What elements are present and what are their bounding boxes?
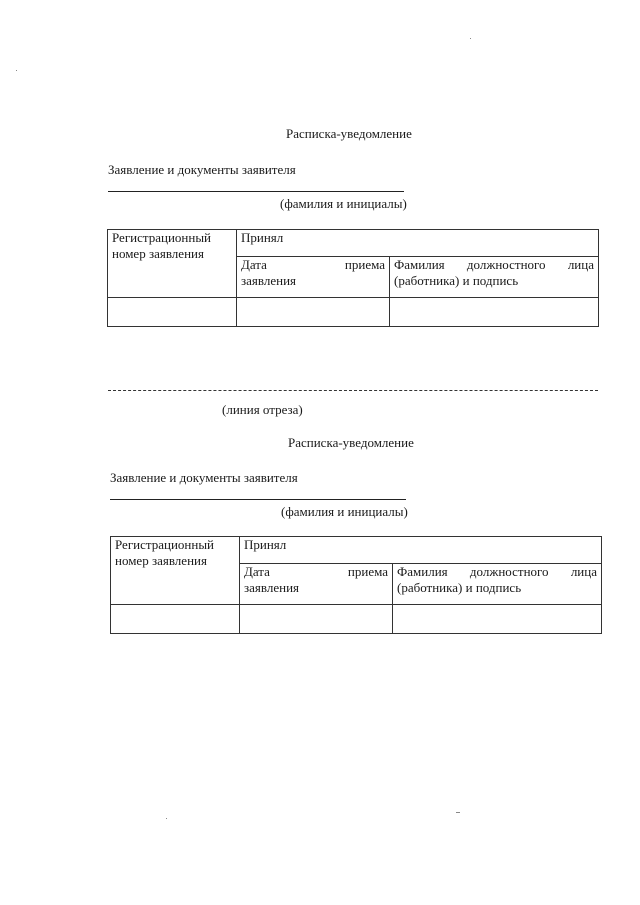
reg-number-header: Регистрационный номер заявления bbox=[108, 230, 237, 298]
scan-speck bbox=[16, 70, 17, 71]
cut-line bbox=[108, 390, 598, 391]
receipt-1-fio-caption: (фамилия и инициалы) bbox=[280, 196, 407, 211]
accepted-header: Принял bbox=[240, 537, 602, 564]
receipt-2-table bbox=[110, 536, 602, 634]
reg-number-cell[interactable] bbox=[111, 605, 240, 634]
receipt-1-fio-line bbox=[108, 191, 404, 192]
receipt-2-fio-caption: (фамилия и инициалы) bbox=[281, 504, 408, 519]
receipt-1-table bbox=[107, 229, 599, 327]
receipt-1-title: Расписка-уведомление bbox=[286, 126, 412, 141]
official-signature-cell[interactable] bbox=[393, 605, 602, 634]
official-signature-cell[interactable] bbox=[390, 298, 599, 327]
receipt-1-intro: Заявление и документы заявителя bbox=[108, 162, 296, 177]
accepted-header: Принял bbox=[237, 230, 599, 257]
received-word: приема bbox=[347, 564, 388, 579]
scan-speck bbox=[470, 38, 471, 39]
received-word: приема bbox=[344, 257, 385, 272]
date-word: Дата bbox=[241, 257, 267, 272]
date-received-cell[interactable] bbox=[237, 298, 390, 327]
application-word: заявления bbox=[241, 273, 297, 288]
reg-number-header: Регистрационный номер заявления bbox=[111, 537, 240, 605]
receipt-2-title: Расписка-уведомление bbox=[288, 435, 414, 450]
official-signature-header: Фамилия должностного лица (работника) и подпись bbox=[393, 564, 602, 605]
reg-number-cell[interactable] bbox=[108, 298, 237, 327]
date-word: Дата bbox=[244, 564, 270, 579]
scan-speck bbox=[166, 818, 167, 819]
application-word: заявления bbox=[244, 580, 300, 595]
date-received-header bbox=[237, 257, 390, 298]
receipt-2-fio-line bbox=[110, 499, 406, 500]
date-received-cell[interactable] bbox=[240, 605, 393, 634]
date-received-header bbox=[240, 564, 393, 605]
receipt-2-intro: Заявление и документы заявителя bbox=[110, 470, 298, 485]
scan-speck bbox=[456, 812, 460, 813]
cut-line-caption: (линия отреза) bbox=[222, 402, 303, 417]
official-signature-header: Фамилия должностного лица (работника) и подпись bbox=[390, 257, 599, 298]
